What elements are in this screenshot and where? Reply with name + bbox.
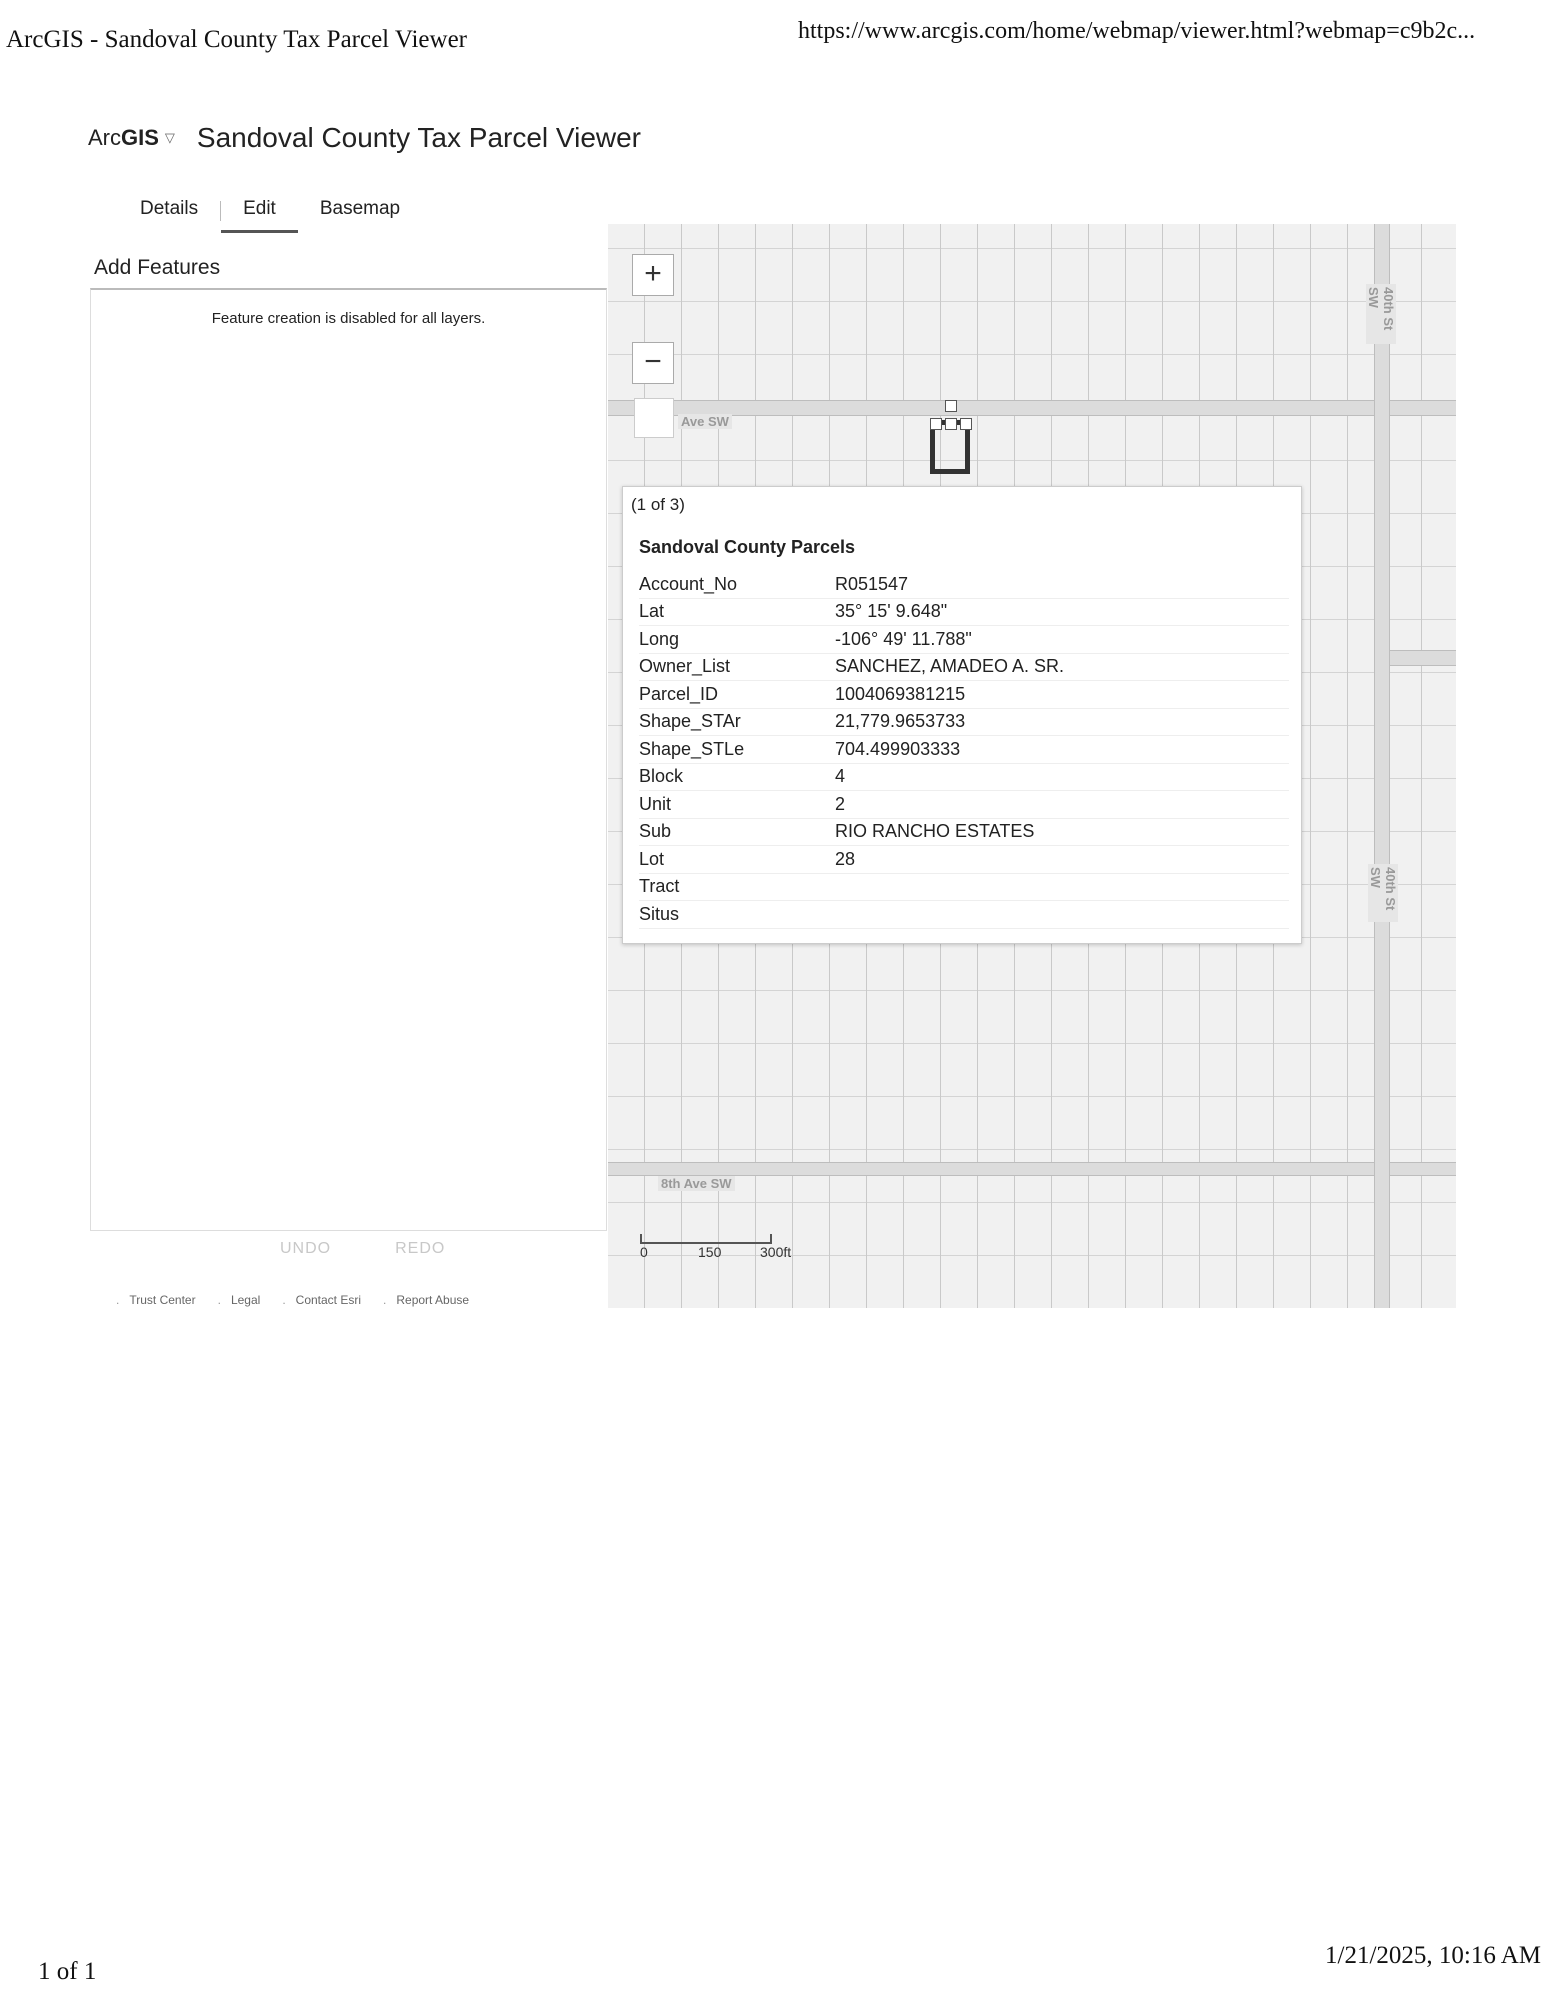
feature-template-panel (90, 288, 607, 1231)
vertex-handle[interactable] (945, 418, 957, 430)
attr-key: Tract (639, 873, 835, 901)
vertex-handle[interactable] (945, 400, 957, 412)
print-page-title: ArcGIS - Sandoval County Tax Parcel Viewer (6, 26, 467, 53)
attr-key: Lat (639, 598, 835, 626)
scale-bar-line (640, 1234, 772, 1244)
attr-value: 28 (835, 846, 1289, 874)
attr-key: Long (639, 626, 835, 654)
road-label-bottom: 8th Ave SW (658, 1176, 735, 1191)
table-row (639, 846, 1289, 874)
road-right (1374, 224, 1390, 1308)
attr-value: -106° 49' 11.788" (835, 626, 1289, 654)
zoom-out-button[interactable]: − (632, 342, 674, 384)
app-header (88, 118, 641, 158)
app-title: Sandoval County Tax Parcel Viewer (196, 122, 642, 153)
feature-popup[interactable] (622, 486, 1302, 944)
table-row (639, 708, 1289, 736)
popup-attribute-table (639, 571, 1289, 929)
print-page-url: https://www.arcgis.com/home/webmap/viewer.html?webmap=c9b2c... (798, 18, 1476, 44)
redo-button[interactable]: REDO (395, 1240, 446, 1257)
attr-key: Owner_List (639, 653, 835, 681)
report-abuse-link[interactable]: . Report Abuse (383, 1293, 469, 1307)
attr-value: SANCHEZ, AMADEO A. SR. (835, 653, 1289, 681)
scale-label-0: 0 (640, 1244, 648, 1260)
home-button[interactable] (634, 398, 674, 438)
road-label-top: Ave SW (678, 414, 732, 429)
attr-value: R051547 (835, 571, 1289, 598)
table-row (639, 763, 1289, 791)
attr-value: 2 (835, 791, 1289, 819)
table-row (639, 681, 1289, 709)
table-row (639, 901, 1289, 929)
attr-value: 4 (835, 763, 1289, 791)
add-features-heading: Add Features (94, 256, 221, 279)
tab-edit[interactable]: Edit (221, 192, 298, 233)
table-row (639, 873, 1289, 901)
map-view[interactable] (608, 224, 1456, 1308)
attr-value: 35° 15' 9.648" (835, 598, 1289, 626)
print-datetime: 1/21/2025, 10:16 AM (1325, 1942, 1541, 1969)
footer-links (116, 1293, 469, 1307)
attr-key: Shape_STLe (639, 736, 835, 764)
table-row (639, 818, 1289, 846)
attr-value: 1004069381215 (835, 681, 1289, 709)
scale-label-300ft: 300ft (760, 1244, 792, 1260)
table-row (639, 736, 1289, 764)
road-top (608, 400, 1456, 416)
undo-redo-bar (280, 1240, 445, 1258)
table-row (639, 598, 1289, 626)
legal-link[interactable]: . Legal (218, 1293, 261, 1307)
attr-value (835, 901, 1289, 929)
chevron-down-icon[interactable]: ▽ (164, 130, 175, 145)
attr-value: RIO RANCHO ESTATES (835, 818, 1289, 846)
attr-key: Account_No (639, 571, 835, 598)
tab-basemap[interactable]: Basemap (319, 198, 401, 219)
arcgis-logo[interactable]: ArcGIS (88, 125, 159, 150)
table-row (639, 571, 1289, 598)
table-row (639, 653, 1289, 681)
popup-layer-title: Sandoval County Parcels (639, 537, 856, 557)
vertex-handle[interactable] (960, 418, 972, 430)
vertex-handle[interactable] (930, 418, 942, 430)
scale-label-150: 150 (698, 1244, 722, 1260)
attr-key: Situs (639, 901, 835, 929)
feature-disabled-message: Feature creation is disabled for all layers. (211, 310, 486, 327)
table-row (639, 791, 1289, 819)
print-page-number: 1 of 1 (38, 1958, 97, 1985)
attr-key: Unit (639, 791, 835, 819)
road-bottom (608, 1162, 1456, 1176)
attr-key: Lot (639, 846, 835, 874)
contact-esri-link[interactable]: . Contact Esri (282, 1293, 361, 1307)
attr-key: Shape_STAr (639, 708, 835, 736)
road-label-right-top: 40th St SW (1366, 284, 1396, 344)
tab-bar (118, 192, 422, 234)
attr-value: 704.499903333 (835, 736, 1289, 764)
zoom-in-button[interactable]: + (632, 254, 674, 296)
road-label-right-bottom: 40th St SW (1368, 864, 1398, 922)
attr-value (835, 873, 1289, 901)
attr-value: 21,779.9653733 (835, 708, 1289, 736)
tab-details[interactable]: Details (140, 198, 199, 219)
attr-key: Parcel_ID (639, 681, 835, 709)
popup-feature-count: (1 of 3) (631, 495, 685, 514)
undo-button[interactable]: UNDO (280, 1240, 332, 1257)
table-row (639, 626, 1289, 654)
attr-key: Block (639, 763, 835, 791)
trust-center-link[interactable]: . Trust Center (116, 1293, 196, 1307)
attr-key: Sub (639, 818, 835, 846)
